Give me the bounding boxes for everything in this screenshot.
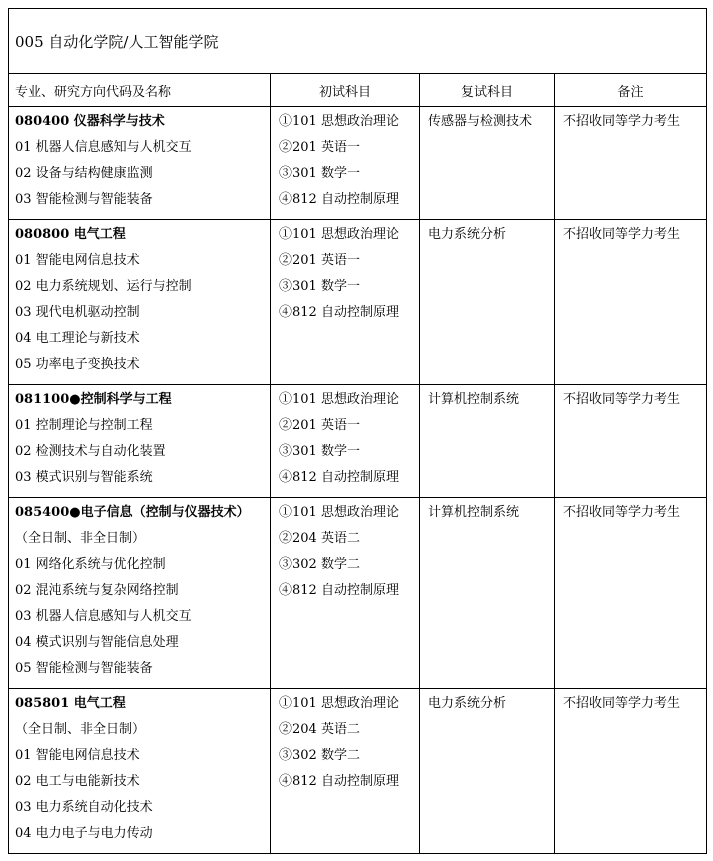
major-cell — [9, 498, 271, 689]
exam-subject: ①101 思想政治理论 — [279, 227, 399, 242]
research-direction: 02 电工与电能新技术 — [15, 774, 140, 789]
initial-exam-cell — [271, 107, 420, 220]
table-row — [9, 107, 707, 220]
remark-text: 不招收同等学力考生 — [563, 392, 681, 407]
major-name: 081100●控制科学与工程 — [15, 392, 172, 407]
header-retest: 复试科目 — [420, 74, 555, 107]
retest-cell — [420, 498, 555, 689]
table-row — [9, 220, 707, 385]
initial-exam-cell — [271, 385, 420, 498]
exam-subject: ④812 自动控制原理 — [279, 470, 399, 485]
research-direction: 05 功率电子变换技术 — [15, 357, 140, 372]
retest-cell — [420, 385, 555, 498]
major-cell — [9, 689, 271, 854]
exam-subject: ④812 自动控制原理 — [279, 774, 399, 789]
exam-subject: ②201 英语一 — [279, 253, 360, 268]
initial-exam-cell — [271, 498, 420, 689]
research-direction: 03 机器人信息感知与人机交互 — [15, 609, 192, 624]
major-name: 085400●电子信息（控制与仪器技术） — [15, 505, 250, 520]
research-direction: 01 网络化系统与优化控制 — [15, 557, 166, 572]
major-name: 080400 仪器科学与技术 — [15, 114, 165, 129]
retest-cell — [420, 107, 555, 220]
remark-cell — [555, 107, 707, 220]
study-mode: （全日制、非全日制） — [15, 531, 146, 546]
research-direction: 01 智能电网信息技术 — [15, 253, 140, 268]
remark-text: 不招收同等学力考生 — [563, 696, 681, 711]
title-row — [9, 9, 707, 74]
research-direction: 01 智能电网信息技术 — [15, 748, 140, 763]
research-direction: 04 模式识别与智能信息处理 — [15, 635, 179, 650]
retest-cell — [420, 689, 555, 854]
research-direction: 03 电力系统自动化技术 — [15, 800, 153, 815]
research-direction: 04 电力电子与电力传动 — [15, 826, 153, 841]
initial-exam-cell — [271, 220, 420, 385]
remark-cell — [555, 220, 707, 385]
exam-subject: ①101 思想政治理论 — [279, 114, 399, 129]
research-direction: 02 混沌系统与复杂网络控制 — [15, 583, 179, 598]
header-row — [9, 74, 707, 107]
exam-subject: ③301 数学一 — [279, 444, 360, 459]
retest-subject: 计算机控制系统 — [428, 505, 520, 520]
research-direction: 01 控制理论与控制工程 — [15, 418, 153, 433]
exam-subject: ④812 自动控制原理 — [279, 305, 399, 320]
research-direction: 02 电力系统规划、运行与控制 — [15, 279, 192, 294]
research-direction: 05 智能检测与智能装备 — [15, 661, 153, 676]
admissions-catalog — [8, 8, 706, 854]
exam-subject: ③302 数学二 — [279, 557, 360, 572]
initial-exam-cell — [271, 689, 420, 854]
exam-subject: ④812 自动控制原理 — [279, 583, 399, 598]
exam-subject: ②204 英语二 — [279, 722, 360, 737]
research-direction: 01 机器人信息感知与人机交互 — [15, 140, 192, 155]
exam-subject: ①101 思想政治理论 — [279, 392, 399, 407]
exam-subject: ③301 数学一 — [279, 166, 360, 181]
research-direction: 04 电工理论与新技术 — [15, 331, 140, 346]
exam-subject: ②201 英语一 — [279, 418, 360, 433]
retest-subject: 电力系统分析 — [428, 227, 507, 242]
major-cell — [9, 220, 271, 385]
research-direction: 03 智能检测与智能装备 — [15, 192, 153, 207]
header-remark: 备注 — [555, 74, 707, 107]
school-title: 005 自动化学院/人工智能学院 — [9, 9, 707, 74]
retest-cell — [420, 220, 555, 385]
exam-subject: ③302 数学二 — [279, 748, 360, 763]
exam-subject: ②201 英语一 — [279, 140, 360, 155]
remark-text: 不招收同等学力考生 — [563, 227, 681, 242]
study-mode: （全日制、非全日制） — [15, 722, 146, 737]
remark-cell — [555, 498, 707, 689]
research-direction: 03 模式识别与智能系统 — [15, 470, 153, 485]
remark-cell — [555, 385, 707, 498]
exam-subject: ④812 自动控制原理 — [279, 192, 399, 207]
major-name: 085801 电气工程 — [15, 696, 126, 711]
table-row — [9, 385, 707, 498]
major-cell — [9, 385, 271, 498]
research-direction: 02 设备与结构健康监测 — [15, 166, 153, 181]
exam-subject: ①101 思想政治理论 — [279, 505, 399, 520]
exam-subject: ③301 数学一 — [279, 279, 360, 294]
program-table — [8, 8, 707, 854]
research-direction: 02 检测技术与自动化装置 — [15, 444, 166, 459]
retest-subject: 计算机控制系统 — [428, 392, 520, 407]
major-cell — [9, 107, 271, 220]
remark-cell — [555, 689, 707, 854]
research-direction: 03 现代电机驱动控制 — [15, 305, 140, 320]
header-major: 专业、研究方向代码及名称 — [9, 74, 271, 107]
remark-text: 不招收同等学力考生 — [563, 114, 681, 129]
table-row — [9, 689, 707, 854]
exam-subject: ②204 英语二 — [279, 531, 360, 546]
major-name: 080800 电气工程 — [15, 227, 126, 242]
exam-subject: ①101 思想政治理论 — [279, 696, 399, 711]
program-rows — [9, 107, 707, 854]
table-row — [9, 498, 707, 689]
header-initial-exam: 初试科目 — [271, 74, 420, 107]
remark-text: 不招收同等学力考生 — [563, 505, 681, 520]
retest-subject: 电力系统分析 — [428, 696, 507, 711]
retest-subject: 传感器与检测技术 — [428, 114, 533, 129]
